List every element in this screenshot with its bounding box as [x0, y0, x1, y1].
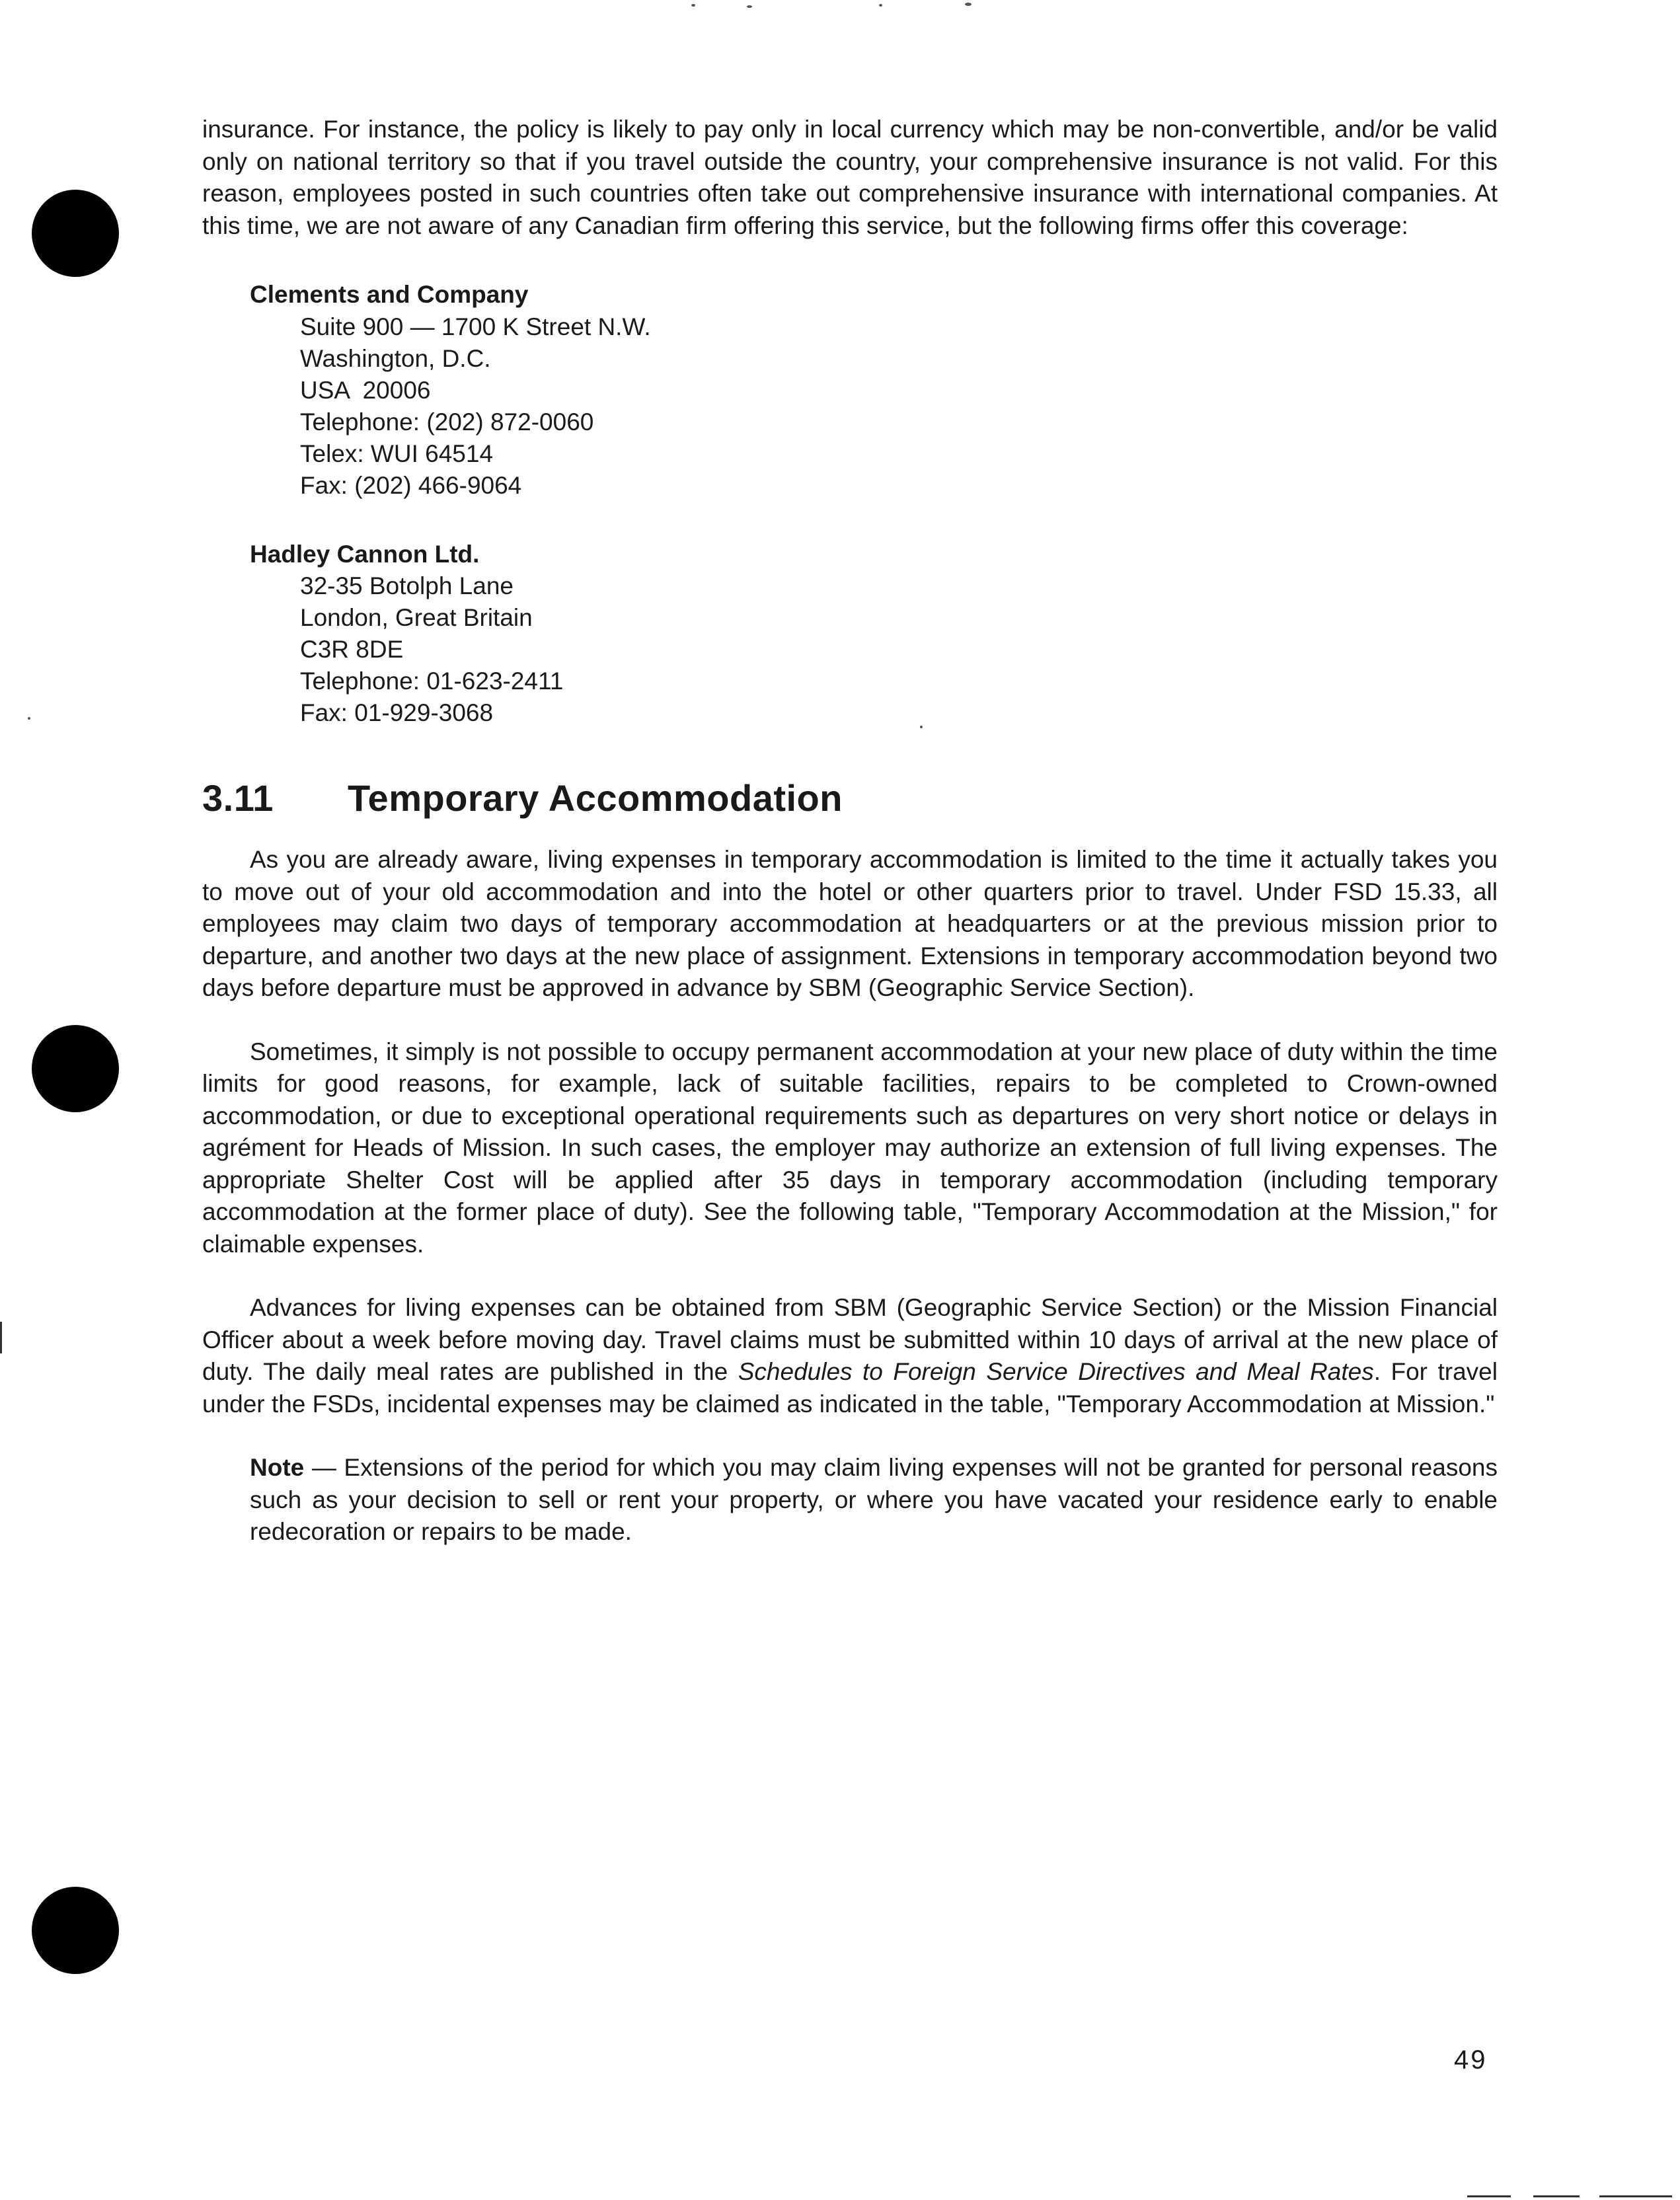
scan-edge	[1533, 2195, 1580, 2197]
address-line: Fax: (202) 466-9064	[300, 471, 522, 499]
paragraph-text: Advances for living expenses can be obtained from SBM (Geographic Service Section) or the Mission Financial Officer about a week before moving day. Travel claims must be submitted within 10 days of arrival at the new place of duty. The daily meal rates are published in the	[202, 1294, 1498, 1385]
scan-speck	[28, 717, 30, 720]
company-address	[300, 311, 1498, 502]
section-heading	[202, 775, 1498, 821]
note-text: — Extensions of the period for which you may claim living expenses will not be granted for personal reasons such as your decision to sell or rent your property, or where you have vacated your residence early to enable redecoration or repairs to be made.	[250, 1454, 1498, 1545]
company-address	[300, 570, 1498, 729]
intro-paragraph: insurance. For instance, the policy is likely to pay only in local currency which may be non-convertible, and/or be valid only on national territory so that if you travel outside the country, your comprehensive insurance is not valid. For this reason, employees posted in such countries often take out comprehensive insurance with international companies. At this time, we are not aware of any Canadian firm offering this service, but the following firms offer this coverage:	[202, 116, 1498, 239]
address-line: Suite 900 — 1700 K Street N.W.	[300, 313, 651, 340]
publication-title: Schedules to Foreign Service Directives and Meal Rates	[738, 1358, 1374, 1385]
address-line: Telephone: (202) 872-0060	[300, 408, 594, 436]
note-label: Note	[250, 1454, 305, 1481]
body-paragraph	[202, 1292, 1498, 1420]
scan-speck	[747, 5, 752, 8]
address-line: C3R 8DE	[300, 636, 404, 663]
section-title: Temporary Accommodation	[348, 777, 843, 819]
page-number: 49	[1454, 2045, 1488, 2074]
address-line: London, Great Britain	[300, 604, 533, 631]
company-name: Hadley Cannon Ltd.	[250, 540, 480, 568]
scan-edge	[1467, 2195, 1511, 2197]
company-name: Clements and Company	[250, 281, 529, 308]
address-line: 32-35 Botolph Lane	[300, 572, 514, 599]
page-content	[202, 114, 1498, 1548]
binder-hole	[32, 190, 119, 277]
binder-hole	[32, 1887, 119, 1974]
address-line: Washington, D.C.	[300, 344, 491, 372]
scan-speck	[879, 4, 882, 7]
note-paragraph	[250, 1452, 1498, 1548]
address-line: Telex: WUI 64514	[300, 439, 494, 467]
binder-hole	[32, 1025, 119, 1112]
scan-edge	[1599, 2195, 1672, 2197]
address-line: Fax: 01-929-3068	[300, 699, 494, 726]
company-block	[250, 539, 1498, 730]
address-line: Telephone: 01-623-2411	[300, 667, 564, 695]
paragraph-text: . For travel under the FSDs, incidental expenses may be claimed as indicated in the table, "Temporary Accommodation at Mission."	[202, 1358, 1498, 1418]
body-paragraph: Sometimes, it simply is not possible to occupy permanent accommodation at your new place of duty within the time limits for good reasons, for example, lack of suitable facilities, repairs to be completed to Crown-owned accommodation, or due to exceptional operational requirements such as departures on very short notice or delays in agrément for Heads of Mission. In such cases, the employer may authorize an extension of full living expenses. The appropriate Shelter Cost will be applied after 35 days in temporary accommodation (including temporary accommodation at the former place of duty). See the following table, "Temporary Accommodation at the Mission," for claimable expenses.	[202, 1038, 1498, 1258]
scan-speck	[965, 3, 972, 6]
company-block	[250, 279, 1498, 502]
scan-edge	[0, 1322, 2, 1353]
scan-speck	[691, 4, 695, 7]
section-number: 3.11	[202, 777, 274, 819]
address-line: USA 20006	[300, 376, 431, 404]
body-paragraph: As you are already aware, living expenses in temporary accommodation is limited to the time it actually takes you to move out of your old accommodation and into the hotel or other quarters prior to travel. Under FSD 15.33, all employees may claim two days of temporary accommodation at headquarters or at the previous mission prior to departure, and another two days at the new place of assignment. Extensions in temporary accommodation beyond two days before departure must be approved in advance by SBM (Geographic Service Section).	[202, 846, 1498, 1001]
